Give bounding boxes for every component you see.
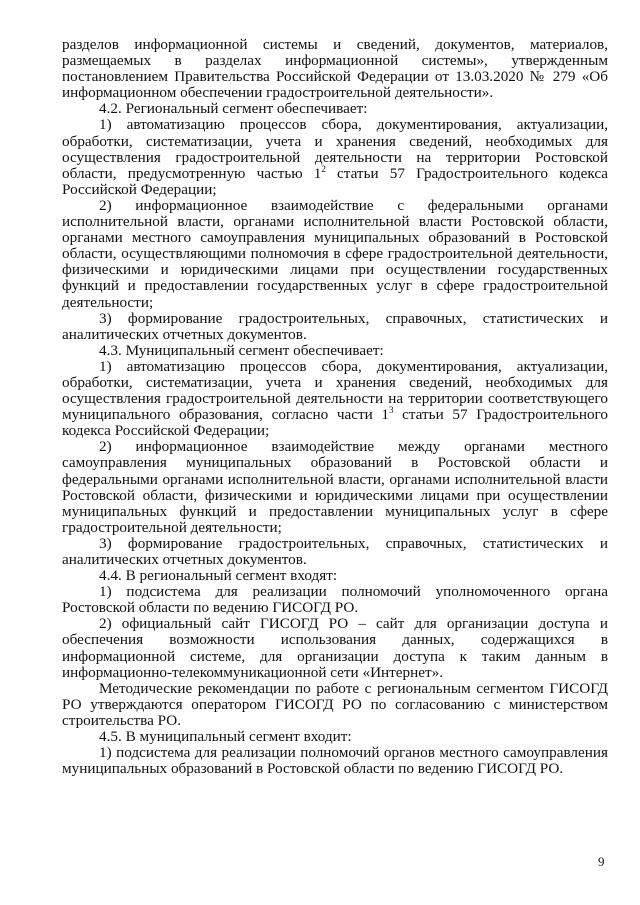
document-page bbox=[62, 37, 608, 777]
superscript: 3 bbox=[388, 405, 394, 416]
section-heading-4-3: 4.3. Муниципальный сегмент обеспечивает: bbox=[99, 341, 384, 359]
list-item-4-3-2: 2) информационное взаимодействие между органами местного самоуправления муниципальных образований в Ростовской области и федеральными органами исполнительной власти, органами исполнительной власти Ростовской области, физическими и юридическими лицами при осуществлении муниципальных функций и предоставлении муниципальных услуг в сфере градостроительной деятельности; bbox=[62, 438, 608, 536]
methodical-recommendations-paragraph: Методические рекомендации по работе с региональным сегментом ГИСОГД РО утверждаются оператором ГИСОГД РО по согласованию с министерством строительства РО. bbox=[62, 679, 608, 729]
list-item-4-2-1 bbox=[62, 117, 608, 197]
section-heading-4-4: 4.4. В региональный сегмент входят: bbox=[99, 567, 338, 585]
list-item-4-4-1: 1) подсистема для реализации полномочий уполномоченного органа Ростовской области по ведению ГИСОГД РО. bbox=[62, 583, 608, 617]
list-item-4-3-1 bbox=[62, 359, 608, 439]
list-item-4-3-3: 3) формирование градостроительных, справочных, статистических и аналитических отчетных документов. bbox=[62, 534, 608, 568]
section-heading-4-5: 4.5. В муниципальный сегмент входит: bbox=[99, 728, 352, 746]
list-item-text-tail: статьи 57 Градостроительного кодекса Российской Федерации; bbox=[62, 164, 608, 198]
paragraph-continuation: разделов информационной системы и сведений, документов, материалов, размещаемых в разделах информационной системы», утвержденным постановлением Правительства Российской Федерации от 13.03.2020 № 279 «Об информационном обеспечении градостроительной деятельности». bbox=[62, 36, 608, 102]
list-item-text: 1) автоматизацию процессов сбора, документирования, актуализации, обработки, систематизации, учета и хранения сведений, необходимых для осуществления градостроительной деятельности на территории соответствующего муниципального образования, согласно части 1 bbox=[62, 357, 608, 424]
list-item-4-4-2: 2) официальный сайт ГИСОГД РО – сайт для организации доступа и обеспечения возможности использования данных, содержащихся в информационной системе, для организации доступа к таким данным в информационно-телекоммуникационной сети «Интернет». bbox=[62, 615, 608, 681]
list-item-text-tail: статьи 57 Градостроительного кодекса Российской Федерации; bbox=[62, 406, 608, 440]
list-item-text: 1) автоматизацию процессов сбора, документирования, актуализации, обработки, систематизации, учета и хранения сведений, необходимых для осуществления градостроительной деятельности на территории Ростовской области, предусмотренную частью 1 bbox=[62, 116, 608, 182]
section-heading-4-2: 4.2. Региональный сегмент обеспечивает: bbox=[99, 100, 368, 118]
list-item-4-2-3: 3) формирование градостроительных, справочных, статистических и аналитических отчетных документов. bbox=[62, 309, 608, 343]
superscript: 2 bbox=[321, 163, 326, 174]
page-number: 9 bbox=[598, 854, 605, 869]
list-item-4-2-2: 2) информационное взаимодействие с федеральными органами исполнительной власти, органами исполнительной власти Ростовской области, органами местного самоуправления муниципальных образований в Ростовской области, осуществляющими полномочия в сфере градостроительной деятельности, физическими и юридическими лицами при осуществлении государственных функций и предоставлении государственных услуг в сфере градостроительной деятельности; bbox=[62, 196, 608, 311]
list-item-4-5-1: 1) подсистема для реализации полномочий органов местного самоуправления муниципальных образований в Ростовской области по ведению ГИСОГД РО. bbox=[62, 744, 608, 778]
